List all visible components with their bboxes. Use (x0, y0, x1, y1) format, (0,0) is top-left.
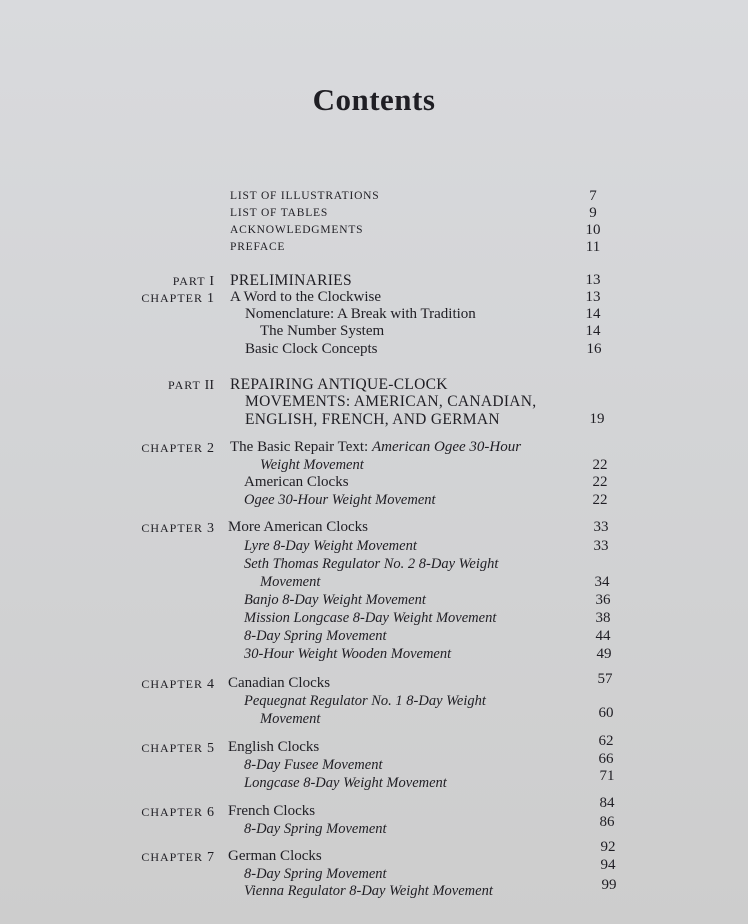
section-title-cont: Movement (260, 711, 321, 727)
chapter-title: German Clocks (228, 848, 322, 864)
toc-row-chapter (0, 733, 748, 757)
toc-row-chapter (0, 839, 748, 866)
section-title: Nomenclature: A Break with Tradition (245, 306, 476, 322)
toc-row-front (0, 205, 748, 223)
toc-page-number: 7 (589, 188, 597, 204)
toc-page-number: 34 (594, 574, 610, 590)
toc-row-part (0, 376, 748, 394)
toc-page-number: 99 (601, 877, 617, 893)
toc-entry-text: LIST OF ILLUSTRATIONS (230, 190, 380, 202)
toc-page-number: 66 (598, 751, 614, 767)
toc-row-section (0, 751, 748, 775)
chapter-label: CHAPTER 6 (141, 805, 214, 820)
toc-row-section-cont (0, 574, 748, 592)
section-title: Mission Longcase 8-Day Weight Movement (244, 610, 497, 626)
chapter-label: CHAPTER 4 (141, 677, 214, 692)
toc-row-section (0, 768, 748, 793)
chapter-label: CHAPTER 7 (141, 850, 214, 865)
toc-row-section-cont (0, 705, 748, 729)
toc-page-number: 44 (595, 628, 611, 644)
chapter-label: CHAPTER 3 (141, 521, 214, 536)
toc-page-number: 62 (598, 733, 614, 749)
section-title: 8-Day Spring Movement (244, 821, 387, 837)
part-label: PART I (172, 274, 214, 289)
toc-page-number: 22 (592, 457, 608, 473)
toc-row-section (0, 556, 748, 574)
section-title: Longcase 8-Day Weight Movement (244, 775, 447, 791)
chapter-label: CHAPTER 5 (141, 741, 214, 756)
toc-row-section (0, 341, 748, 359)
toc-page-number: 22 (592, 474, 608, 490)
toc-row-section (0, 592, 748, 610)
toc-row-front (0, 239, 748, 257)
toc-page-number: 22 (592, 492, 608, 508)
section-title-cont: Movement (260, 574, 321, 590)
toc-row-chapter (0, 289, 748, 307)
toc-row-chapter (0, 519, 748, 537)
toc-row-chapter-cont (0, 457, 748, 475)
toc-page-number: 14 (585, 306, 601, 322)
section-title: Basic Clock Concepts (245, 341, 378, 357)
section-title: Ogee 30-Hour Weight Movement (244, 492, 436, 508)
toc-entry-text: PREFACE (230, 241, 286, 253)
section-title: 8-Day Spring Movement (244, 866, 387, 882)
toc-page-number: 11 (585, 239, 601, 255)
toc-page-number: 33 (593, 519, 609, 535)
toc-row-section (0, 693, 748, 711)
section-title: 30-Hour Weight Wooden Movement (244, 646, 452, 662)
section-title: Seth Thomas Regulator No. 2 8-Day Weight (244, 556, 499, 572)
toc-page-number: 84 (599, 795, 615, 811)
toc-page-number: 71 (599, 768, 615, 784)
toc-row-front (0, 222, 748, 240)
section-title: The Number System (260, 323, 385, 339)
toc-row-section (0, 538, 748, 556)
part-title: PRELIMINARIES (230, 272, 352, 289)
section-title: Banjo 8-Day Weight Movement (244, 592, 426, 608)
chapter-label: CHAPTER 2 (141, 441, 214, 456)
toc-row-chapter (0, 795, 748, 821)
chapter-label: CHAPTER 1 (141, 291, 214, 306)
toc-page-number: 94 (600, 857, 616, 873)
section-title: Lyre 8-Day Weight Movement (244, 538, 417, 554)
toc-page-number: 57 (597, 671, 613, 687)
toc-row-front (0, 188, 748, 206)
toc-page-number: 86 (599, 814, 615, 830)
toc-row-section (0, 323, 748, 341)
toc-row-section (0, 628, 748, 646)
toc-page-number: 19 (589, 411, 605, 427)
toc-page-number: 38 (595, 610, 611, 626)
toc-row-section (0, 306, 748, 324)
toc-row-section (0, 877, 748, 901)
toc-row-section (0, 646, 748, 664)
toc-row-section (0, 610, 748, 628)
chapter-title: The Basic Repair Text: American Ogee 30-Hour (230, 439, 522, 455)
toc-page-number: 60 (598, 705, 614, 721)
chapter-title: A Word to the Clockwise (230, 289, 382, 305)
toc-row-section (0, 814, 748, 839)
chapter-title: Canadian Clocks (228, 675, 331, 691)
toc-row-chapter (0, 439, 748, 457)
section-title: Pequegnat Regulator No. 1 8-Day Weight (244, 693, 486, 709)
toc-page-number: 13 (585, 289, 601, 305)
toc-row-part-cont (0, 393, 748, 411)
section-title: Vienna Regulator 8-Day Weight Movement (244, 883, 493, 899)
toc-row-section (0, 474, 748, 492)
part-title-line: MOVEMENTS: AMERICAN, CANADIAN, (245, 393, 537, 410)
toc-page-number: 14 (585, 323, 601, 339)
section-title: American Clocks (244, 474, 349, 490)
toc-page-number: 13 (585, 272, 601, 288)
toc-page-number: 33 (593, 538, 609, 554)
toc-entry-text: LIST OF TABLES (230, 207, 329, 219)
chapter-title: English Clocks (228, 739, 320, 755)
part-label: PART II (168, 378, 214, 393)
toc-row-part (0, 272, 748, 290)
toc-page-number: 9 (589, 205, 597, 221)
toc-row-section (0, 492, 748, 510)
toc-page-number: 16 (586, 341, 602, 357)
toc-page-number: 36 (595, 592, 611, 608)
toc-entry-text: ACKNOWLEDGMENTS (230, 224, 364, 236)
toc-row-chapter (0, 671, 748, 693)
section-title: 8-Day Spring Movement (244, 628, 387, 644)
chapter-title: More American Clocks (228, 519, 368, 535)
chapter-title-cont: Weight Movement (260, 457, 364, 473)
toc-row-part-cont (0, 411, 748, 429)
toc-page-number: 49 (596, 646, 612, 662)
toc-page-number: 10 (585, 222, 601, 238)
toc-page-number: 92 (600, 839, 616, 855)
part-title-line: REPAIRING ANTIQUE-CLOCK (230, 376, 448, 393)
section-title: 8-Day Fusee Movement (244, 757, 383, 773)
part-title-line: ENGLISH, FRENCH, AND GERMAN (245, 411, 500, 428)
page-title: Contents (312, 82, 436, 117)
chapter-title: French Clocks (228, 803, 316, 819)
